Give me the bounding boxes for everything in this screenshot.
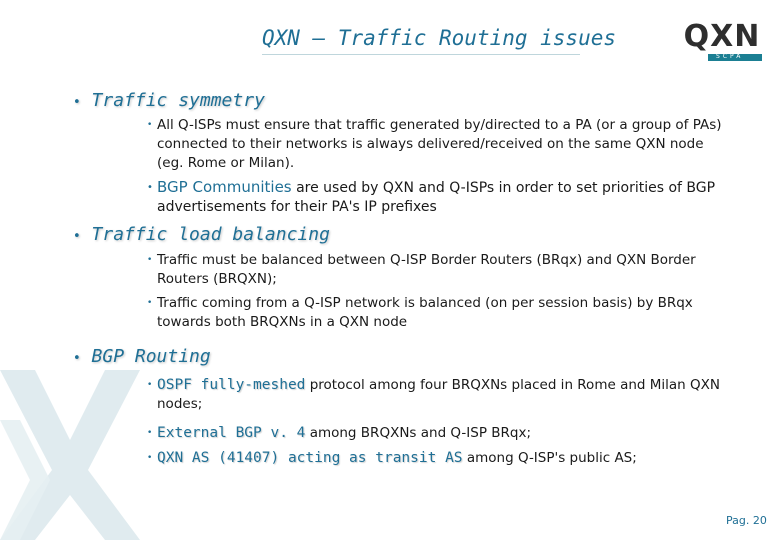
list-item (147, 449, 757, 468)
item-text: are used by QXN and Q-ISPs in order to set priorities of BGP advertisements for their PA's IP prefixes (157, 180, 716, 215)
bullet-icon: • (73, 95, 81, 110)
title-underline (262, 54, 580, 55)
item-text: All Q-ISPs must ensure that traffic generated by/directed to a PA (or a group of PAs) connected to their networks is always delivered/received on the same QXN node (eg. Rome or Milan). (157, 117, 722, 171)
heading-text: Traffic symmetry (91, 90, 265, 111)
item-highlight: BGP Communities (157, 178, 292, 196)
bullet-icon: • (147, 120, 153, 130)
list-item (147, 294, 742, 332)
heading-bgp-routing (73, 346, 211, 367)
bullet-icon: • (147, 428, 153, 438)
list-item (147, 116, 727, 173)
item-text: among BRQXNs and Q-ISP BRqx; (305, 425, 532, 441)
heading-traffic-symmetry (73, 90, 265, 111)
heading-text: Traffic load balancing (91, 224, 330, 245)
bullet-icon: • (147, 380, 153, 390)
list-item (147, 424, 742, 443)
list-item (147, 376, 742, 414)
item-text: Traffic coming from a Q-ISP network is balanced (on per session basis) by BRqx towards both BRQXNs in a QXN node (157, 295, 693, 330)
heading-traffic-load-balancing (73, 224, 330, 245)
page-number: Pag. 20 (726, 514, 767, 527)
item-text: Traffic must be balanced between Q-ISP Border Routers (BRqx) and QXN Border Routers (BRQXN); (157, 252, 696, 287)
item-text: protocol among four BRQXNs placed in Rome and Milan QXN nodes; (157, 377, 720, 412)
item-highlight: External BGP v. 4 (157, 425, 306, 441)
bullet-icon: • (147, 453, 153, 463)
item-text: among Q-ISP's public AS; (462, 450, 637, 466)
item-highlight: QXN AS (41407) acting as transit AS (157, 450, 463, 466)
bullet-icon: • (147, 255, 153, 265)
bullet-icon: • (73, 229, 81, 244)
slide-title: QXN – Traffic Routing issues (262, 26, 617, 50)
list-item (147, 178, 727, 217)
bullet-icon: • (147, 298, 153, 308)
logo-subtext: SCPA (716, 53, 744, 60)
qxn-logo (682, 20, 762, 64)
decorative-x-watermark (0, 300, 140, 540)
heading-text: BGP Routing (91, 346, 211, 367)
bullet-icon: • (73, 351, 81, 366)
logo-text: QXN (683, 19, 761, 54)
list-item (147, 251, 697, 289)
item-highlight: OSPF fully-meshed (157, 377, 306, 393)
bullet-icon: • (147, 182, 153, 193)
